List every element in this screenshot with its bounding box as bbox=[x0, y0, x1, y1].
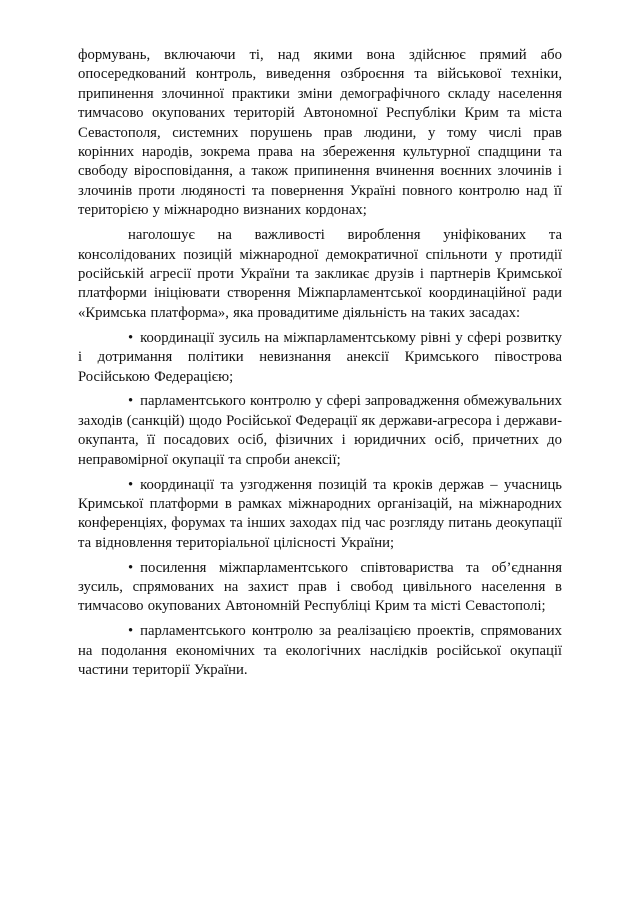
bullet-icon: • bbox=[128, 476, 134, 493]
bullet-text: координації та узгодження позицій та кроків держав – учасниць Кримської платформи в рамках міжнародних організацій, на міжнародних конференціях, форумах та інших заходах під час розгляду питань деокупації та відновлення територіальної цілісності України; bbox=[78, 476, 562, 551]
bullet-text: парламентського контролю за реалізацією проектів, спрямованих на подолання економічних та екологічних наслідків російської окупації частини території України. bbox=[78, 623, 562, 679]
bullet-item-sanctions-control bbox=[78, 392, 562, 470]
paragraph-continuation bbox=[78, 46, 562, 221]
bullet-text: координації зусиль на міжпарламентському рівні у сфері розвитку і дотримання політики невизнання анексії Кримського півострова Російською Федерацією; bbox=[78, 329, 562, 385]
bullet-item-rights-protection bbox=[78, 559, 562, 617]
paragraph-text: наголошує на важливості вироблення уніфікованих та консолідованих позицій міжнародної демократичної спільноти у протидії російській агресії проти України та закликає друзів і партнерів Кримської платформи ініціювати створення Міжпарламентської координаційної ради «Кримська платформа», яка провадитиме діяльність на таких засадах: bbox=[78, 227, 562, 321]
bullet-icon: • bbox=[128, 559, 134, 576]
bullet-icon: • bbox=[128, 329, 134, 346]
bullet-text: посилення міжпарламентського співтовариства та об’єднання зусиль, спрямованих на захист прав і свобод цивільного населення в тимчасово окупованих Автономній Республіці Крим та місті Севастополі; bbox=[78, 559, 562, 615]
bullet-text: парламентського контролю у сфері запровадження обмежувальних заходів (санкцій) щодо Російської Федерації як держави-агресора і держави-окупанта, її посадових осіб, фізичних і юридичних осіб, причетних до неправомірної окупації та спроби анексії; bbox=[78, 393, 562, 468]
bullet-icon: • bbox=[128, 393, 134, 410]
bullet-item-positions-alignment bbox=[78, 476, 562, 554]
paragraph-resolution-clause bbox=[78, 226, 562, 323]
bullet-item-coordination-policy bbox=[78, 329, 562, 387]
paragraph-text: формувань, включаючи ті, над якими вона здійснює прямий або опосередкований контроль, виведення озброєння та військової техніки, припинення злочинної практики зміни демографічного складу населення тимчасово окупованих територій Автономної Республіки Крим та міста Севастополя, системних порушень прав людини, у тому числі прав корінних народів, зокрема права на збереження культурної спадщини та свободу віросповідання, а також припинення вчинення воєнних злочинів і злочинів проти людяності та повернення Україні повного контролю над її територією у міжнародно визнаних кордонах; bbox=[78, 47, 562, 219]
bullet-icon: • bbox=[128, 623, 134, 640]
bullet-item-projects-control bbox=[78, 622, 562, 680]
document-body bbox=[78, 46, 562, 686]
